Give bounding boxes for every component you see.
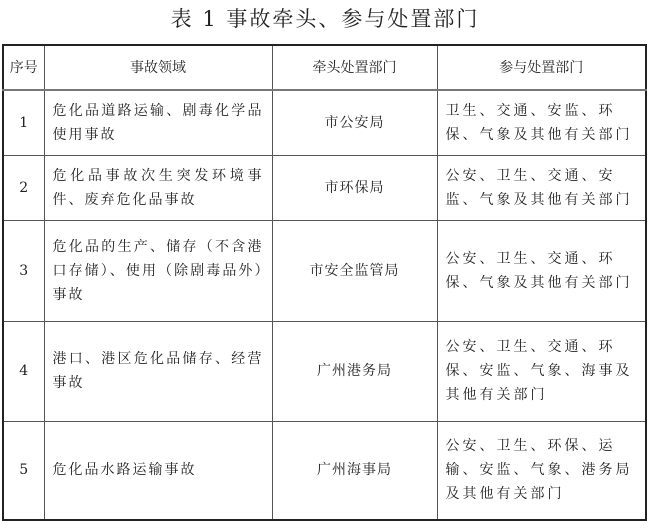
header-number: 序号 xyxy=(3,45,44,90)
row-number: 2 xyxy=(3,155,44,220)
incident-field: 港口、港区危化品储存、经营事故 xyxy=(44,321,272,421)
incident-field: 危化品道路运输、剧毒化学品使用事故 xyxy=(44,90,272,155)
incident-field: 危化品事故次生突发环境事件、废弃危化品事故 xyxy=(44,155,272,220)
lead-department: 广州海事局 xyxy=(272,421,437,520)
lead-department: 广州港务局 xyxy=(272,321,437,421)
participating-departments: 公安、卫生、环保、运输、安监、气象、港务局及其他有关部门 xyxy=(437,421,646,520)
lead-department: 市公安局 xyxy=(272,90,437,155)
incident-departments-table xyxy=(2,44,647,521)
table-row xyxy=(3,90,646,155)
row-number: 5 xyxy=(3,421,44,520)
lead-department: 市安全监管局 xyxy=(272,220,437,321)
participating-departments: 公安、卫生、交通、安监、气象及其他有关部门 xyxy=(437,155,646,220)
incident-field: 危化品水路运输事故 xyxy=(44,421,272,520)
table-row xyxy=(3,220,646,321)
table-row xyxy=(3,155,646,220)
table-title: 表 1 事故牵头、参与处置部门 xyxy=(170,7,480,31)
participating-departments: 卫生、交通、安监、环保、气象及其他有关部门 xyxy=(437,90,646,155)
row-number: 1 xyxy=(3,90,44,155)
incident-field: 危化品的生产、储存（不含港口存储）、使用（除剧毒品外）事故 xyxy=(44,220,272,321)
table-header-row xyxy=(3,45,646,90)
lead-department: 市环保局 xyxy=(272,155,437,220)
header-participating-departments: 参与处置部门 xyxy=(437,45,646,90)
header-lead-department: 牵头处置部门 xyxy=(272,45,437,90)
row-number: 3 xyxy=(3,220,44,321)
header-incident-field: 事故领域 xyxy=(44,45,272,90)
table-row xyxy=(3,421,646,520)
participating-departments: 公安、卫生、交通、环保、安监、气象、海事及其他有关部门 xyxy=(437,321,646,421)
table-row xyxy=(3,321,646,421)
participating-departments: 公安、卫生、交通、环保、气象及其他有关部门 xyxy=(437,220,646,321)
row-number: 4 xyxy=(3,321,44,421)
